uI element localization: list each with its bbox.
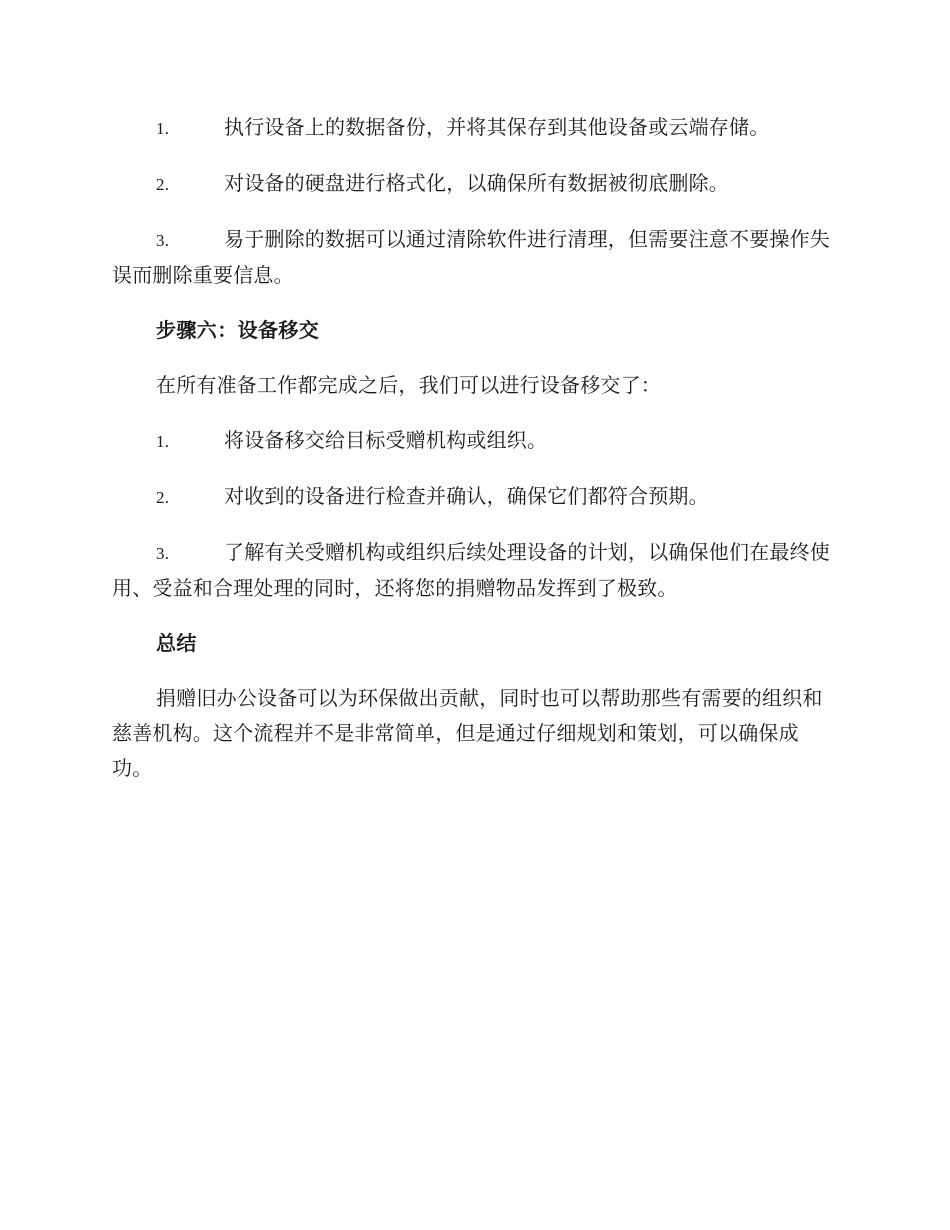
list-number: 3.	[156, 231, 170, 250]
list-text: 易于删除的数据可以通过清除软件进行清理，但需要注意不要操作失误而删除重要信息。	[112, 227, 830, 287]
list-item	[112, 110, 834, 146]
summary-paragraph: 捐赠旧办公设备可以为环保做出贡献，同时也可以帮助那些有需要的组织和慈善机构。这个流程并不是非常简单，但是通过仔细规划和策划，可以确保成功。	[112, 686, 823, 780]
list-number: 2.	[156, 175, 170, 194]
list-item	[112, 166, 834, 202]
list-item	[112, 222, 834, 293]
list-number: 2.	[156, 488, 170, 507]
document-page	[112, 110, 834, 806]
list-text: 执行设备上的数据备份，并将其保存到其他设备或云端存储。	[224, 115, 770, 139]
list-text: 将设备移交给目标受赠机构或组织。	[224, 428, 548, 452]
list-number: 3.	[156, 544, 170, 563]
section-heading-step6: 步骤六：设备移交	[156, 318, 320, 342]
list-text: 了解有关受赠机构或组织后续处理设备的计划，以确保他们在最终使用、受益和合理处理的同时，还将您的捐赠物品发挥到了极致。	[112, 540, 830, 600]
list-text: 对收到的设备进行检查并确认，确保它们都符合预期。	[224, 484, 709, 508]
list-item	[112, 535, 834, 606]
list-text: 对设备的硬盘进行格式化，以确保所有数据被彻底删除。	[224, 171, 729, 195]
list-number: 1.	[156, 432, 170, 451]
list-item	[112, 479, 834, 515]
section-heading-summary: 总结	[156, 631, 197, 655]
list-number: 1.	[156, 119, 170, 138]
section-intro: 在所有准备工作都完成之后，我们可以进行设备移交了：	[156, 373, 661, 397]
list-item	[112, 423, 834, 459]
